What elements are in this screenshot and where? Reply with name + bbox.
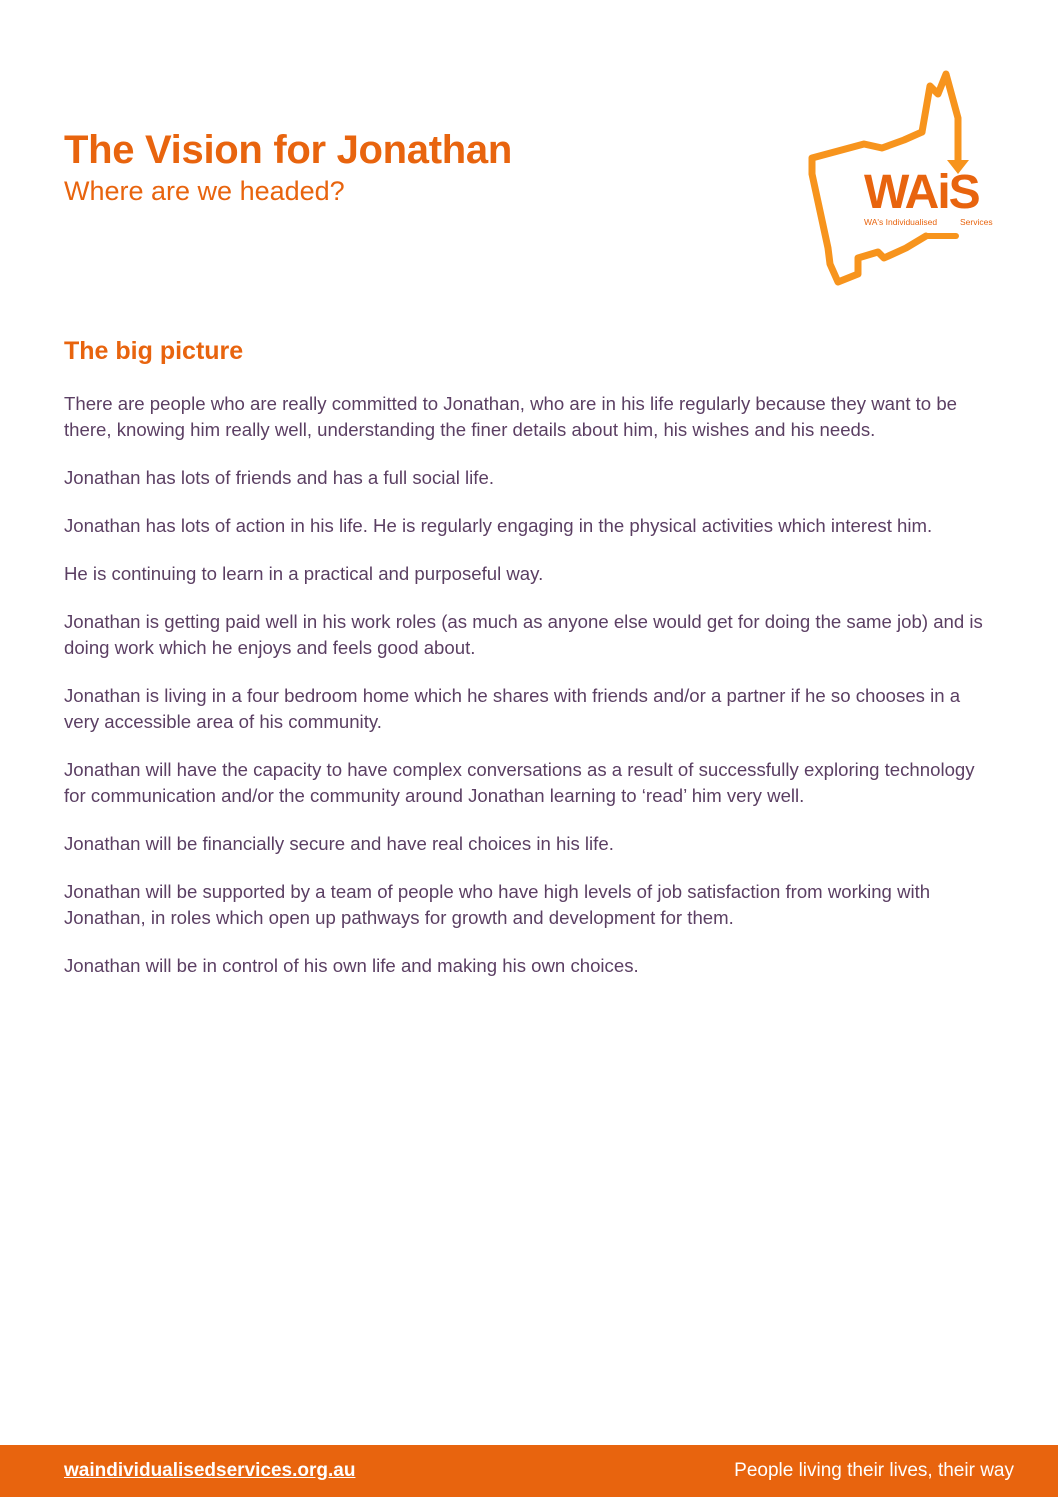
paragraph: Jonathan is living in a four bedroom home which he shares with friends and/or a partner if he so chooses in a very accessible area of his community. [64,685,961,732]
footer-tagline: People living their lives, their way [734,1460,1014,1481]
logo-tagline-left: WA's Individualised [864,217,938,227]
paragraph: He is continuing to learn in a practical and purposeful way. [64,563,544,584]
paragraph: Jonathan will be financially secure and have real choices in his life. [64,833,614,854]
paragraph: Jonathan has lots of action in his life. He is regularly engaging in the physical activities which interest him. [64,515,933,536]
website-link[interactable]: waindividualisedservices.org.au [64,1460,356,1481]
paragraph: There are people who are really committed to Jonathan, who are in his life regularly because they want to be there, knowing him really well, understanding the finer details about him, his wishes and his needs. [64,393,957,440]
wa-map-outline-icon [922,74,958,162]
logo-wordmark: WAiS [864,166,979,219]
page-title: The Vision for Jonathan [64,128,512,172]
paragraph: Jonathan will have the capacity to have complex conversations as a result of successfully exploring technology for communication and/or the community around Jonathan learning to ‘read’ him very well. [64,759,975,806]
section-heading: The big picture [64,337,244,365]
wais-logo [804,68,1014,288]
paragraph: Jonathan has lots of friends and has a full social life. [64,467,494,488]
paragraph: Jonathan will be in control of his own life and making his own choices. [64,955,639,976]
logo-tagline-right: Services [960,217,993,227]
paragraph: Jonathan is getting paid well in his work roles (as much as anyone else would get for doing the same job) and is doing work which he enjoys and feels good about. [64,611,983,658]
page-subtitle: Where are we headed? [64,176,345,206]
footer-bar [0,1445,1058,1497]
paragraph: Jonathan will be supported by a team of people who have high levels of job satisfaction from working with Jonathan, in roles which open up pathways for growth and development for them. [64,881,931,928]
content-body [64,391,999,1001]
